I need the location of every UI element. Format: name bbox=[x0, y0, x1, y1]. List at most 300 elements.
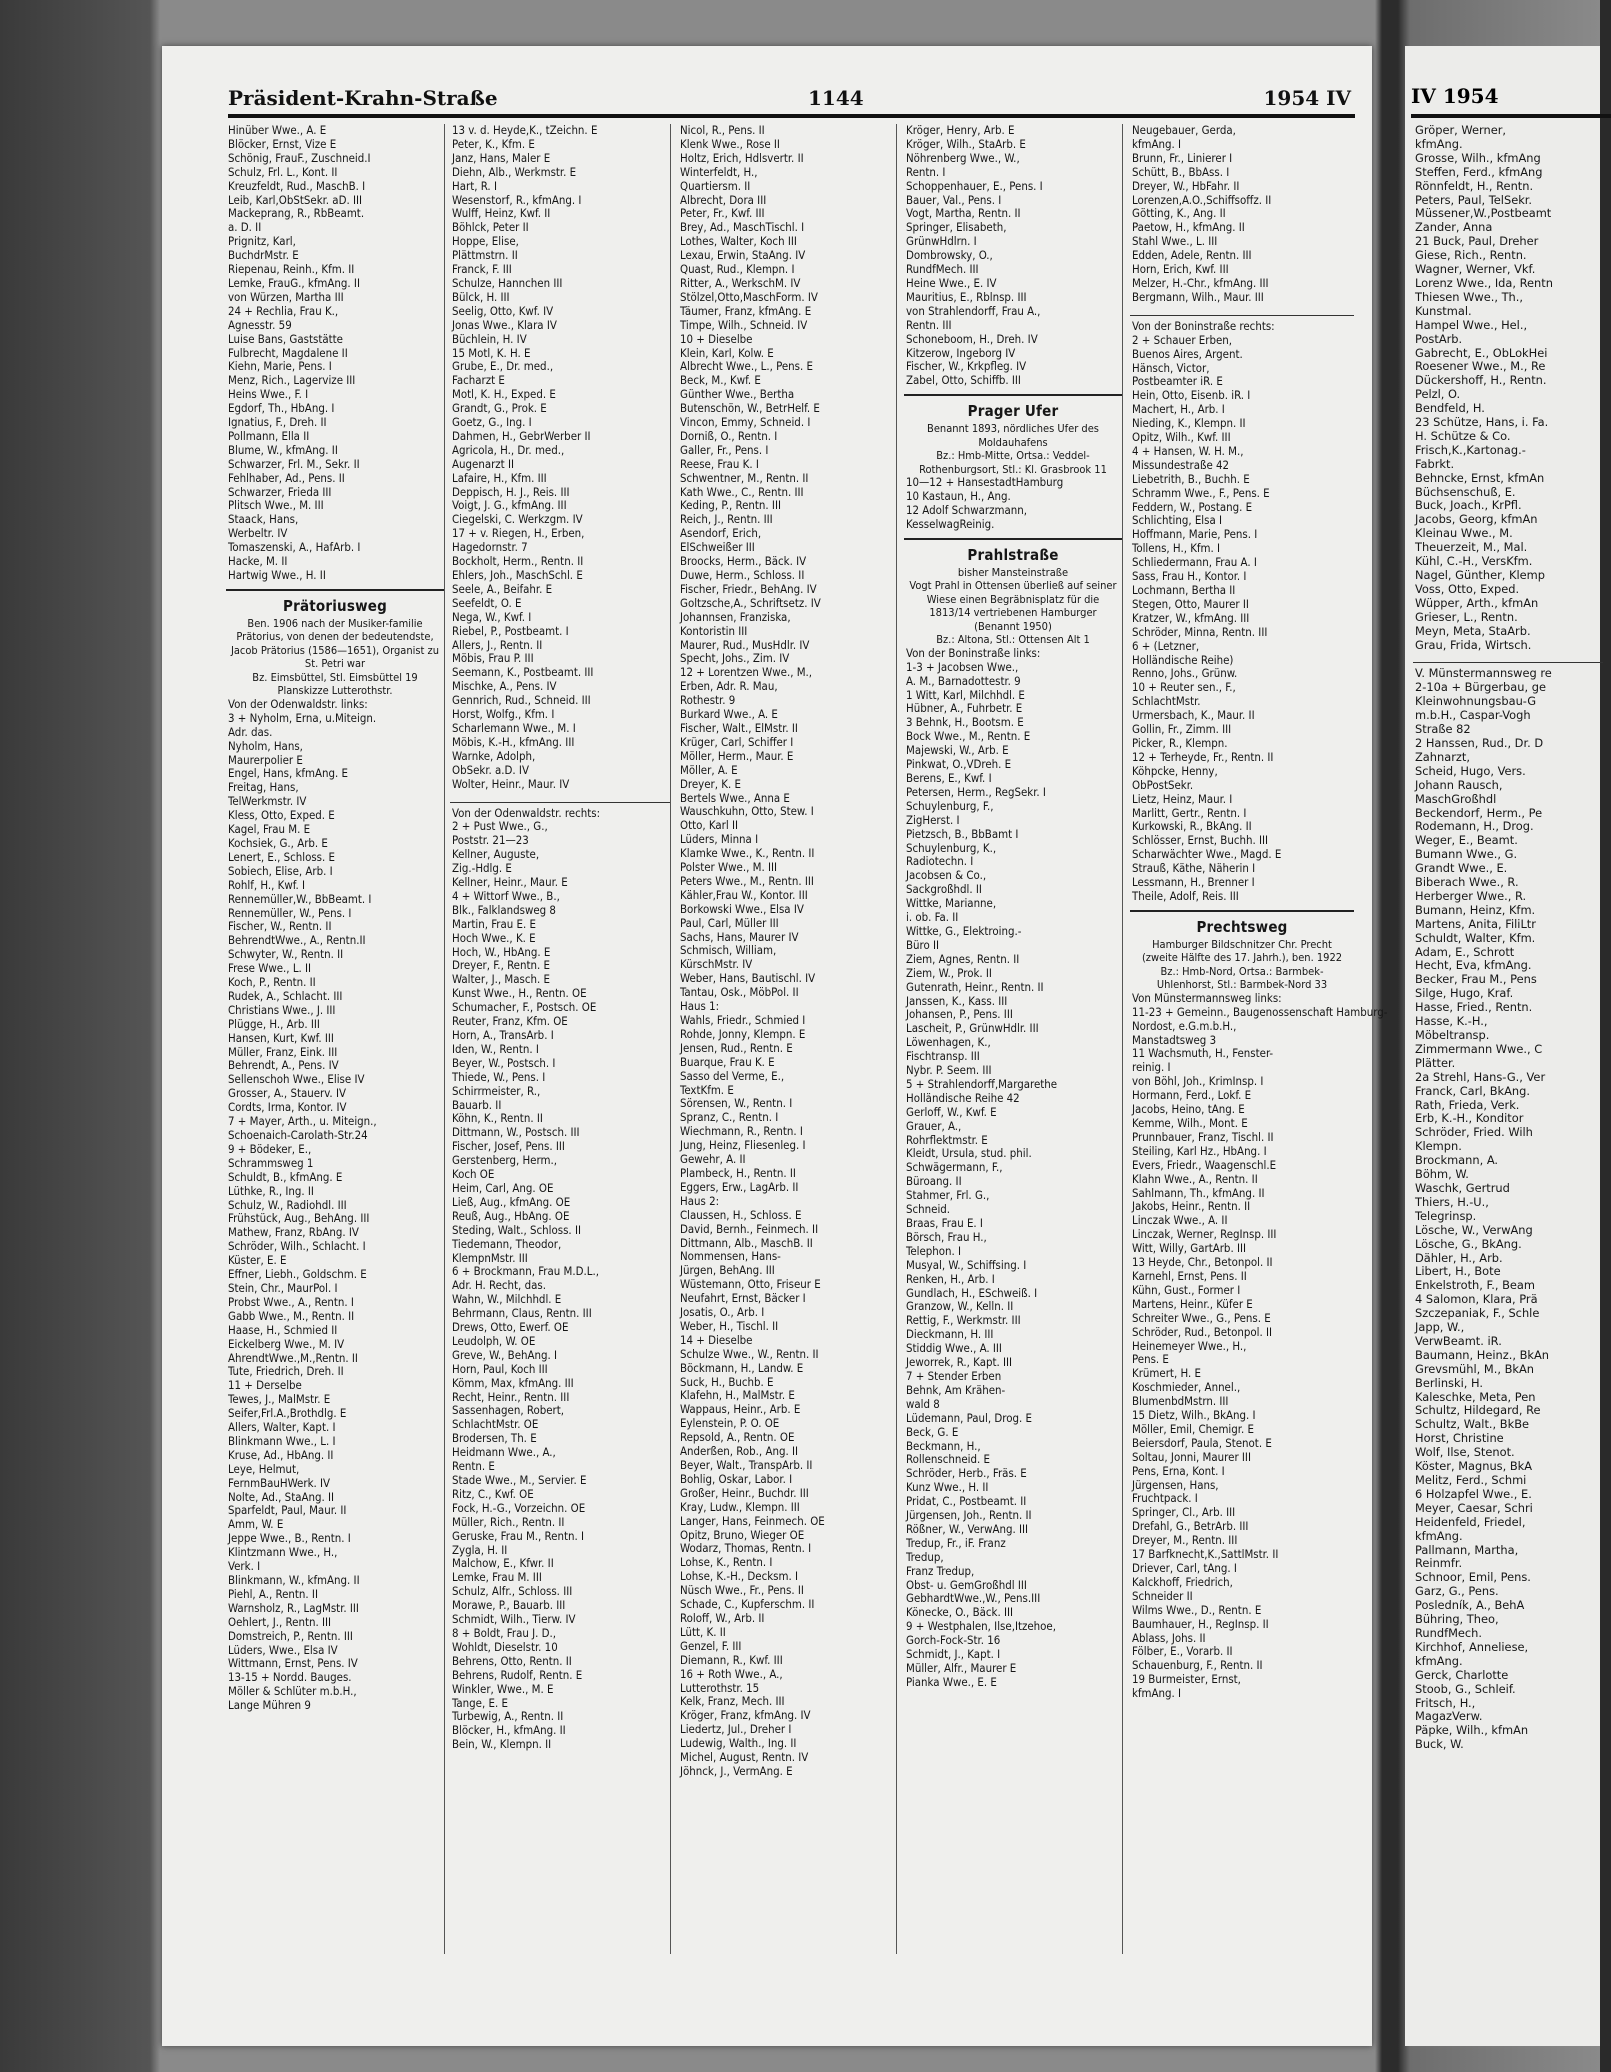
directory-entry: Bohlig, Oskar, Labor. I bbox=[680, 1471, 793, 1486]
directory-entry: kfmAng. bbox=[1415, 1653, 1463, 1668]
directory-entry: Schröder, Rud., Betonpol. II bbox=[1132, 1324, 1273, 1339]
directory-entry: Adam, E., Schrott bbox=[1415, 944, 1515, 959]
directory-entry: Kleinwohnungsbau-G bbox=[1415, 694, 1537, 709]
directory-entry: Gutenrath, Heinr., Rentn. II bbox=[906, 979, 1044, 994]
directory-entry: Effner, Liebh., Goldschm. E bbox=[228, 1267, 367, 1282]
directory-entry: Täumer, Franz, kfmAng. E bbox=[680, 303, 812, 318]
directory-entry: Schrammsweg 1 bbox=[228, 1155, 314, 1170]
directory-entry: Schwarzer, Frieda III bbox=[228, 484, 332, 499]
directory-entry: Rennemüller,W., BbBeamt. I bbox=[228, 891, 372, 906]
directory-entry: Schnoor, Emil, Pens. bbox=[1415, 1570, 1531, 1585]
directory-entry: Augenarzt II bbox=[452, 456, 514, 471]
directory-entry: Brey, Ad., MaschTischl. I bbox=[680, 220, 805, 235]
directory-entry: Beck, G. E bbox=[906, 1424, 959, 1439]
directory-entry: kfmAng. bbox=[1415, 136, 1463, 151]
directory-entry: Ziem, Agnes, Rentn. II bbox=[906, 951, 1020, 966]
directory-entry: Bein, W., Klempn. II bbox=[452, 1737, 552, 1752]
directory-entry: Stegen, Otto, Maurer II bbox=[1132, 596, 1249, 611]
directory-entry: Sörensen, W., Rentn. I bbox=[680, 1096, 793, 1111]
directory-entry: Fischer, Friedr., BehAng. IV bbox=[680, 581, 817, 596]
directory-entry: 14 + Dieselbe bbox=[680, 1332, 753, 1347]
directory-entry: Jonas Wwe., Klara IV bbox=[452, 317, 557, 332]
directory-entry: Zimmermann Wwe., C bbox=[1415, 1041, 1543, 1056]
directory-entry: Becker, Frau M., Pens bbox=[1415, 972, 1537, 987]
directory-entry: ObSekr. a.D. IV bbox=[452, 762, 529, 777]
directory-entry: Holländische Reihe) bbox=[1132, 652, 1234, 667]
directory-entry: Schoppenhauer, E., Pens. I bbox=[906, 178, 1043, 193]
directory-entry: Malchow, E., Kfwr. II bbox=[452, 1556, 554, 1571]
directory-entry: Schulz, W., Radiohdl. III bbox=[228, 1197, 347, 1212]
directory-entry: Schramm Wwe., F., Pens. E bbox=[1132, 485, 1270, 500]
directory-entry: Neufahrt, Ernst, Bäcker I bbox=[680, 1291, 806, 1306]
directory-entry: BlumenbdMstrn. III bbox=[1132, 1394, 1229, 1409]
directory-entry: Bendfeld, H. bbox=[1415, 401, 1485, 416]
directory-entry: Ehlers, Joh., MaschSchl. E bbox=[452, 568, 583, 582]
year-volume: 1954 IV bbox=[1263, 86, 1351, 110]
directory-entry: Sackgroßhdl. II bbox=[906, 882, 982, 897]
directory-entry: Quast, Rud., Klempn. I bbox=[680, 262, 795, 277]
directory-entry: Kruse, Ad., HbAng. II bbox=[228, 1447, 334, 1462]
directory-entry: Rentn. E bbox=[452, 1459, 495, 1474]
directory-entry: RundfMech. bbox=[1415, 1625, 1483, 1640]
directory-entry: Kiehn, Marie, Pens. I bbox=[228, 359, 332, 374]
directory-entry: Möbis, K.-H., kfmAng. III bbox=[452, 734, 575, 749]
directory-entry: kfmAng. I bbox=[1132, 1686, 1182, 1701]
directory-entry: Dittmann, Alb., MaschB. II bbox=[680, 1235, 813, 1250]
directory-entry: Nyholm, Hans, bbox=[228, 738, 303, 753]
directory-entry: Liebetrith, B., Buchh. E bbox=[1132, 471, 1250, 486]
directory-entry: Wittke, G., Elektroing.- bbox=[906, 923, 1022, 938]
directory-entry: Japp, W., bbox=[1415, 1320, 1465, 1335]
directory-entry: Machert, H., Arb. I bbox=[1132, 402, 1225, 417]
directory-entry: Tiedemann, Theodor, bbox=[452, 1236, 562, 1251]
directory-entry: Thiede, W., Pens. I bbox=[452, 1069, 546, 1084]
directory-entry: Poststr. 21—23 bbox=[452, 833, 529, 848]
directory-entry: Heinemeyer Wwe., H., bbox=[1132, 1338, 1247, 1353]
street-note: Hamburger Bildschnitzer Chr. Precht (zweite Hälfte des 17. Jahrh.), ben. 1922 bbox=[1141, 937, 1343, 965]
directory-entry: Tredup, bbox=[906, 1549, 944, 1564]
directory-entry: Gundlach, H., ESchweiß. I bbox=[906, 1285, 1038, 1300]
directory-entry: Schwentner, M., Rentn. II bbox=[680, 470, 809, 485]
directory-entry: Von Münstermannsweg links: bbox=[1132, 990, 1282, 1005]
directory-entry: Stein, Chr., MaurPol. I bbox=[228, 1280, 338, 1295]
directory-entry: Peters Wwe., M., Rentn. III bbox=[680, 873, 814, 888]
directory-entry: Nommensen, Hans- bbox=[680, 1249, 781, 1264]
directory-entry: Rath, Frieda, Verk. bbox=[1415, 1097, 1520, 1112]
directory-entry: Springer, Elisabeth, bbox=[906, 220, 1007, 235]
directory-entry: Gerstenberg, Herm., bbox=[452, 1153, 557, 1168]
directory-entry: Posledník, A., BehA bbox=[1415, 1598, 1525, 1613]
directory-entry: Küster, E. E bbox=[228, 1253, 287, 1268]
directory-entry: Möbeltransp. bbox=[1415, 1028, 1490, 1042]
directory-entry: Adr. das. bbox=[228, 724, 273, 739]
directory-entry: Grosser, A., Stauerv. IV bbox=[228, 1086, 346, 1101]
directory-entry: Wappaus, Heinr., Arb. E bbox=[680, 1402, 801, 1417]
directory-entry: Wilms Wwe., D., Rentn. E bbox=[1132, 1602, 1262, 1617]
directory-entry: Blöcker, Ernst, Vize E bbox=[228, 136, 337, 151]
directory-entry: Lemke, FrauG., kfmAng. II bbox=[228, 275, 360, 290]
directory-entry: Schwägermann, F., bbox=[906, 1160, 1003, 1175]
directory-entry: Krüger, Carl, Schiffer I bbox=[680, 734, 794, 749]
directory-entry: Radiotechn. I bbox=[906, 854, 974, 869]
directory-entry: Nordost, e.G.m.b.H., bbox=[1132, 1018, 1237, 1033]
directory-entry: Schreiter Wwe., G., Pens. E bbox=[1132, 1310, 1271, 1325]
directory-entry: 1-3 + Jacobsen Wwe., bbox=[906, 659, 1019, 674]
directory-entry: 17 + v. Riegen, H., Erben, bbox=[452, 526, 585, 541]
directory-entry: Fölber, E., Vorarb. II bbox=[1132, 1644, 1233, 1659]
directory-entry: kfmAng. I bbox=[1132, 136, 1182, 151]
directory-entry: Dieckmann, H. III bbox=[906, 1327, 994, 1342]
directory-entry: Blinkmann, W., kfmAng. II bbox=[228, 1573, 360, 1587]
directory-entry: Tredup, Fr., iF. Franz bbox=[906, 1535, 1006, 1550]
directory-entry: Fischer, W., Krkpfleg. IV bbox=[906, 359, 1027, 374]
directory-entry: Fehlhaber, Ad., Pens. II bbox=[228, 470, 345, 485]
column-3 bbox=[678, 124, 897, 1954]
directory-entry: Ziem, W., Prok. II bbox=[906, 965, 992, 980]
directory-entry: BuchdrMstr. E bbox=[228, 248, 299, 263]
directory-entry: Blöcker, H., kfmAng. II bbox=[452, 1723, 566, 1738]
directory-entry: Ablass, Johs. II bbox=[1132, 1630, 1206, 1645]
directory-entry: Facharzt E bbox=[452, 373, 505, 388]
directory-entry: Kemme, Wilh., Mont. E bbox=[1132, 1116, 1248, 1130]
directory-entry: Seemann, K., Postbeamt. III bbox=[452, 665, 594, 680]
directory-entry: Stade Wwe., M., Servier. E bbox=[452, 1473, 587, 1487]
directory-entry: Borkowski Wwe., Elsa IV bbox=[680, 901, 804, 916]
directory-entry: i. ob. Fa. II bbox=[906, 910, 959, 925]
directory-entry: Lutterothstr. 15 bbox=[680, 1680, 760, 1695]
directory-entry: 1 Witt, Karl, Milchhdl. E bbox=[906, 687, 1025, 702]
directory-entry: Wüstemann, Otto, Friseur E bbox=[680, 1277, 821, 1292]
directory-entry: V. Münstermannsweg re bbox=[1415, 666, 1552, 681]
directory-entry: kfmAng. bbox=[1415, 1528, 1463, 1543]
directory-entry: 13 v. d. Heyde,K., tZeichn. E bbox=[452, 123, 598, 137]
directory-entry: Johann Rausch, bbox=[1415, 777, 1503, 792]
facing-page-edge bbox=[1405, 46, 1600, 2046]
directory-entry: Driever, Carl, tAng. I bbox=[1132, 1561, 1237, 1575]
directory-entry: Motl, K. H., Exped. E bbox=[452, 387, 556, 402]
column-4 bbox=[904, 124, 1123, 1954]
directory-entry: Köhpcke, Henny, bbox=[1132, 763, 1218, 778]
directory-entry: Gennrich, Rud., Schneid. III bbox=[452, 693, 591, 708]
directory-entry: Strauß, Käthe, Näherin I bbox=[1132, 861, 1256, 876]
directory-entry: reinig. I bbox=[1132, 1060, 1171, 1075]
directory-entry: Horst, Christine bbox=[1415, 1431, 1504, 1446]
directory-entry: Hasse, Fried., Rentn. bbox=[1415, 1000, 1533, 1015]
directory-entry: Grieser, L., Rentn. bbox=[1415, 609, 1518, 624]
directory-entry: Schröder, Wilh., Schlacht. I bbox=[228, 1239, 366, 1254]
directory-entry: Schmisch, William, bbox=[680, 943, 777, 958]
directory-entry: Frisch,K.,Kartonag.- bbox=[1415, 442, 1526, 457]
directory-entry: von Würzen, Martha III bbox=[228, 289, 344, 304]
directory-entry: Jacobs, Heino, tAng. E bbox=[1132, 1102, 1245, 1117]
directory-entry: Haus 1: bbox=[680, 999, 720, 1014]
directory-entry: Beiersdorf, Paula, Stenot. E bbox=[1132, 1435, 1272, 1450]
directory-entry: Klenk Wwe., Rose II bbox=[680, 136, 780, 151]
directory-entry: Koschmieder, Annel., bbox=[1132, 1380, 1241, 1395]
directory-entry: 10 Kastaun, H., Ang. bbox=[906, 489, 1011, 504]
directory-entry: Schirrmeister, R., bbox=[452, 1083, 541, 1098]
directory-entry: Scharwächter Wwe., Magd. E bbox=[1132, 847, 1282, 862]
directory-entry: Hansen, Kurt, Kwf. III bbox=[228, 1030, 334, 1045]
directory-entry: a. D. II bbox=[228, 220, 262, 235]
street-note: Planskizze Lutterothstr. bbox=[277, 684, 393, 698]
directory-entry: Fischer, W., Rentn. II bbox=[228, 919, 332, 934]
directory-entry: Martens, Heinr., Küfer E bbox=[1132, 1296, 1253, 1311]
directory-entry: Rentn. I bbox=[906, 164, 946, 179]
directory-entry: Eggers, Erw., LagArb. II bbox=[680, 1179, 799, 1194]
directory-entry: Grau, Frida, Wirtsch. bbox=[1415, 637, 1532, 652]
directory-entry: Scharlemann Wwe., M. I bbox=[452, 720, 576, 735]
directory-entry: Evers, Friedr., Waagenschl.E bbox=[1132, 1157, 1277, 1172]
directory-entry: Steffen, Ferd., kfmAng bbox=[1415, 164, 1543, 179]
page-header bbox=[228, 84, 1355, 118]
directory-entry: 9 + Westphalen, Ilse,Itzehoe, bbox=[906, 1619, 1056, 1634]
street-note: Bz.: Hmb-Nord, Ortsa.: Barmbek-Uhlenhorst, Stl.: Barmbek-Nord 33 bbox=[1156, 964, 1328, 992]
directory-entry: Kunstmal. bbox=[1415, 303, 1472, 318]
directory-entry: Hoffmann, Marie, Pens. I bbox=[1132, 527, 1258, 542]
directory-entry: Lothes, Walter, Koch III bbox=[680, 234, 797, 249]
directory-entry: Reich, J., Rentn. III bbox=[680, 512, 773, 527]
directory-entry: Zabel, Otto, Schiffb. III bbox=[906, 373, 1021, 388]
directory-entry: Wolter, Heinr., Maur. IV bbox=[452, 776, 570, 791]
directory-entry: Schuylenburg, F., bbox=[906, 798, 994, 813]
directory-entry: Brockmann, A. bbox=[1415, 1153, 1499, 1168]
directory-entry: Bertels Wwe., Anna E bbox=[680, 790, 790, 805]
directory-entry: Lietz, Heinz, Maur. I bbox=[1132, 791, 1233, 806]
directory-entry: Schliedermann, Frau A. I bbox=[1132, 555, 1257, 570]
directory-entry: Bühring, Theo, bbox=[1415, 1612, 1499, 1627]
directory-entry: Lorenzen,A.O.,Schiffsoffz. II bbox=[1132, 192, 1272, 207]
directory-entry: Kreuzfeldt, Rud., MaschB. I bbox=[228, 178, 366, 193]
directory-entry: Pens. E bbox=[1132, 1352, 1169, 1367]
directory-entry: Silge, Hugo, Kraf. bbox=[1415, 986, 1514, 1001]
street-note: Bz. Eimsbüttel, Stl. Eimsbüttel 19 bbox=[252, 670, 418, 684]
directory-entry: Rönnfeldt, H., Rentn. bbox=[1415, 178, 1534, 193]
directory-entry: Thiers, H.-U., bbox=[1415, 1194, 1489, 1209]
directory-entry: Sparfeldt, Paul, Maur. II bbox=[228, 1503, 347, 1518]
directory-entry: Leib, Karl,ObStSekr. aD. III bbox=[228, 192, 363, 207]
directory-entry: Jürgen, BehAng. III bbox=[680, 1263, 775, 1278]
directory-entry: Kray, Ludw., Klempn. III bbox=[680, 1499, 800, 1514]
directory-entry: Adr. H. Recht, das. bbox=[452, 1278, 546, 1293]
directory-entry: Theuerzeit, M., Mal. bbox=[1415, 540, 1528, 555]
directory-entry: Telephon. I bbox=[906, 1243, 962, 1258]
directory-entry: Schneid. bbox=[906, 1202, 951, 1217]
directory-entry: Weger, E., Beamt. bbox=[1415, 833, 1518, 848]
directory-entry: Böhm, W. bbox=[1415, 1167, 1469, 1182]
directory-entry: MagazVerw. bbox=[1415, 1709, 1483, 1724]
directory-entry: Stoob, G., Schleif. bbox=[1415, 1681, 1516, 1696]
directory-entry: Fischtransp. III bbox=[906, 1049, 980, 1064]
directory-entry: Riebel, P., Postbeamt. I bbox=[452, 623, 569, 638]
directory-entry: Tomaszenski, A., HafArb. I bbox=[228, 540, 361, 555]
street-note: (Benannt 1950) bbox=[974, 619, 1052, 633]
directory-entry: Baumann, Heinz., BkAn bbox=[1415, 1347, 1549, 1362]
directory-entry: 7 + Stender Erben bbox=[906, 1368, 1002, 1383]
directory-entry: Schade, C., Kupferschm. II bbox=[680, 1597, 815, 1612]
directory-entry: Behncke, Ernst, kfmAn bbox=[1415, 470, 1545, 485]
directory-entry: Mischke, A., Pens. IV bbox=[452, 679, 557, 694]
directory-entry: Kelk, Franz, Mech. III bbox=[680, 1694, 785, 1709]
directory-entry: Beckmann, H., bbox=[906, 1438, 981, 1453]
directory-entry: Seelig, Otto, Kwf. IV bbox=[452, 303, 554, 318]
directory-entry: Marlitt, Gertr., Rentn. I bbox=[1132, 805, 1247, 820]
directory-entry: Soltau, Jonni, Maurer III bbox=[1132, 1449, 1251, 1464]
street-heading: Prätoriusweg bbox=[226, 589, 444, 617]
directory-entry: Jeworrek, R., Kapt. III bbox=[906, 1355, 1013, 1370]
directory-entry: Haus 2: bbox=[680, 1193, 720, 1208]
directory-entry: Koch OE bbox=[452, 1167, 495, 1182]
directory-entry: Riepenau, Reinh., Kfm. II bbox=[228, 262, 355, 277]
section-divider bbox=[1130, 305, 1354, 316]
directory-entry: Schuylenburg, K., bbox=[906, 840, 997, 855]
directory-entry: 6 + (Letzner, bbox=[1132, 638, 1200, 653]
directory-entry: Lessmann, H., Brenner I bbox=[1132, 875, 1255, 890]
directory-entry: Petersen, Herm., RegSekr. I bbox=[906, 784, 1046, 799]
directory-entry: Probst Wwe., A., Rentn. I bbox=[228, 1294, 354, 1309]
directory-entry: Langer, Hans, Feinmech. OE bbox=[680, 1513, 825, 1528]
directory-entry: Postbeamter iR. E bbox=[1132, 374, 1223, 389]
directory-entry: Päpke, Wilh., kfmAn bbox=[1415, 1723, 1529, 1738]
directory-entry: Kellner, Heinr., Maur. E bbox=[452, 875, 568, 890]
directory-entry: Gorch-Fock-Str. 16 bbox=[906, 1633, 1001, 1648]
directory-entry: Könecke, O., Bäck. III bbox=[906, 1605, 1014, 1620]
directory-entry: Bauarb. II bbox=[452, 1097, 502, 1112]
directory-entry: Geruske, Frau M., Rentn. I bbox=[452, 1528, 584, 1543]
directory-entry: GrünwHdlrn. I bbox=[906, 234, 977, 249]
directory-entry: Drews, Otto, Ewerf. OE bbox=[452, 1320, 569, 1335]
directory-entry: Hampel Wwe., Hel., bbox=[1415, 317, 1528, 332]
directory-entry: Weber, H., Tischl. II bbox=[680, 1318, 779, 1333]
directory-entry: Beyer, W., Postsch. I bbox=[452, 1055, 556, 1070]
directory-entry: BehrendtWwe., A., Rentn.II bbox=[228, 933, 366, 948]
directory-entry: Waschk, Gertrud bbox=[1415, 1180, 1510, 1195]
directory-entry: Eylenstein, P. O. OE bbox=[680, 1416, 780, 1431]
directory-entry: Lange Mühren 9 bbox=[228, 1698, 311, 1713]
directory-entry: Kirchhof, Anneliese, bbox=[1415, 1639, 1529, 1654]
directory-entry: Klempn. bbox=[1415, 1139, 1462, 1154]
facing-page-header: IV 1954 bbox=[1411, 84, 1611, 118]
directory-entry: Melitz, Ferd., Schmi bbox=[1415, 1473, 1527, 1487]
directory-entry: Peter, K., Kfm. E bbox=[452, 136, 535, 151]
directory-entry: Nöhrenberg Wwe., W., bbox=[906, 150, 1020, 165]
street-note: Benannt 1893, nördliches Ufer des Moldauhafens bbox=[927, 422, 1099, 449]
directory-entry: KesselwagReinig. bbox=[906, 516, 995, 531]
directory-entry: Kaleschke, Meta, Pen bbox=[1415, 1389, 1536, 1404]
directory-entry: Verk. I bbox=[228, 1559, 261, 1574]
directory-entry: Schumacher, F., Postsch. OE bbox=[452, 1000, 597, 1015]
directory-entry: SchlachtMstr. bbox=[1132, 694, 1201, 709]
column-1 bbox=[226, 124, 445, 1954]
directory-entry: 19 Burmeister, Ernst, bbox=[1132, 1672, 1241, 1687]
directory-entry: Kunst Wwe., H., Rentn. OE bbox=[452, 986, 587, 1001]
directory-entry: Franck, F. III bbox=[452, 262, 512, 277]
directory-entry: Iden, W., Rentn. I bbox=[452, 1041, 539, 1056]
directory-entry: Prignitz, Karl, bbox=[228, 234, 296, 249]
directory-entry: Lüders, Minna I bbox=[680, 832, 759, 847]
directory-entry: Lösche, G., BkAng. bbox=[1415, 1236, 1522, 1251]
directory-entry: Schultz, Hildegard, Re bbox=[1415, 1403, 1541, 1418]
directory-entry: Horst, Wolfg., Kfm. I bbox=[452, 707, 555, 722]
directory-columns bbox=[226, 123, 1388, 1954]
directory-entry: Kitzerow, Ingeborg IV bbox=[906, 345, 1016, 360]
directory-entry: Rennemüller, W., Pens. I bbox=[228, 905, 352, 920]
directory-entry: Pallmann, Martha, bbox=[1415, 1542, 1519, 1557]
directory-entry: Klahn Wwe., A., Rentn. II bbox=[1132, 1171, 1258, 1186]
directory-entry: Prunnbauer, Franz, Tischl. II bbox=[1132, 1129, 1274, 1144]
directory-entry: Opitz, Wilh., Kwf. III bbox=[1132, 430, 1231, 445]
directory-entry: Galler, Fr., Pens. I bbox=[680, 442, 769, 457]
directory-entry: Rudek, A., Schlacht. III bbox=[228, 988, 343, 1003]
directory-entry: Plättmstrn. II bbox=[452, 248, 518, 263]
directory-entry: Witt, Willy, GartArb. III bbox=[1132, 1241, 1247, 1256]
directory-entry: Haase, H., Schmied II bbox=[228, 1322, 338, 1337]
directory-entry: Kröger, Franz, kfmAng. IV bbox=[680, 1708, 811, 1723]
directory-entry: Bock Wwe., M., Rentn. E bbox=[906, 729, 1031, 744]
directory-entry: Jacobsen & Co., bbox=[906, 868, 987, 883]
directory-entry: Stiddig Wwe., A. III bbox=[906, 1341, 1002, 1356]
directory-entry: Kröger, Henry, Arb. E bbox=[906, 123, 1015, 137]
directory-entry: Behnk, Am Krähen- bbox=[906, 1382, 1006, 1397]
directory-entry: Wesenstorf, R., kfmAng. I bbox=[452, 192, 582, 207]
directory-entry: Dreyer, M., Rentn. III bbox=[1132, 1533, 1238, 1548]
directory-entry: Claussen, H., Schloss. E bbox=[680, 1207, 802, 1222]
street-heading: Prechtsweg bbox=[1130, 910, 1354, 938]
directory-entry: Pollmann, Ella II bbox=[228, 428, 310, 443]
directory-entry: Wagner, Werner, Vkf. bbox=[1415, 262, 1536, 277]
directory-entry: Brodersen, Th. E bbox=[452, 1431, 537, 1446]
directory-entry: Timpe, Wilh., Schneid. IV bbox=[680, 317, 808, 332]
directory-entry: Sassenhagen, Robert, bbox=[452, 1403, 565, 1418]
directory-entry: Schmidt, Wilh., Tierw. IV bbox=[452, 1612, 576, 1627]
directory-entry: Maurerpolier E bbox=[228, 752, 303, 767]
directory-entry: Börsch, Frau H., bbox=[906, 1229, 987, 1244]
directory-entry: Pinkwat, O.,VDreh. E bbox=[906, 757, 1012, 772]
directory-entry: Böhlck, Peter II bbox=[452, 220, 529, 235]
directory-entry: Kühn, Gust., Former I bbox=[1132, 1282, 1241, 1297]
directory-entry: Rentn. III bbox=[906, 317, 952, 332]
directory-entry: Albrecht, Dora III bbox=[680, 192, 767, 207]
street-note: Ben. 1906 nach der Musiker-familie Prätorius, von denen der bedeutendste, Jacob Prätorius (1586—1651), Organist zu St. Petri war bbox=[230, 616, 440, 671]
directory-entry: Reuter, Franz, Kfm. OE bbox=[452, 1014, 568, 1029]
directory-entry: Keding, P., Rentn. III bbox=[680, 498, 781, 513]
directory-entry: 4 Salomon, Klara, Prä bbox=[1415, 1292, 1538, 1307]
directory-entry: Grauer, A., bbox=[906, 1118, 962, 1133]
directory-entry: ZigHerst. I bbox=[906, 812, 960, 827]
directory-entry: Nagel, Günther, Klemp bbox=[1415, 568, 1545, 582]
directory-entry: Hänsch, Victor, bbox=[1132, 360, 1210, 375]
directory-entry: 7 + Mayer, Arth., u. Miteign., bbox=[228, 1114, 377, 1129]
directory-entry: Linczak, Werner, RegInsp. III bbox=[1132, 1227, 1277, 1242]
directory-entry: Von der Boninstraße links: bbox=[906, 645, 1041, 660]
directory-entry: Lüdemann, Paul, Drog. E bbox=[906, 1410, 1032, 1425]
directory-entry: Oehlert, J., Rentn. III bbox=[228, 1614, 332, 1629]
directory-entry: Nolte, Ad., StaAng. II bbox=[228, 1489, 335, 1504]
directory-entry: Götting, K., Ang. II bbox=[1132, 206, 1226, 221]
directory-entry: Rößner, W., VerwAng. III bbox=[906, 1521, 1029, 1536]
directory-entry: Szczepaniak, F., Schle bbox=[1415, 1306, 1540, 1321]
street-note: Vogt Prahl in Ottensen überließ auf seiner Wiese einen Begräbnisplatz für die 1813/14 vertriebenen Hamburger bbox=[909, 579, 1117, 620]
directory-entry: Plitsch Wwe., M. III bbox=[228, 498, 324, 513]
directory-entry: FernmBauHWerk. IV bbox=[228, 1475, 331, 1490]
directory-entry: Hoch Wwe., K. E bbox=[452, 930, 536, 945]
directory-entry: Dückershoff, H., Rentn. bbox=[1415, 373, 1547, 388]
directory-entry: Heidenfeld, Friedel, bbox=[1415, 1514, 1526, 1529]
directory-entry: Schultz, Walt., BkBe bbox=[1415, 1417, 1530, 1432]
directory-entry: Schulze, Hannchen III bbox=[452, 275, 563, 290]
directory-entry: Zig.-Hdlg. E bbox=[452, 861, 512, 876]
directory-entry: Spranz, C., Rentn. I bbox=[680, 1110, 779, 1125]
